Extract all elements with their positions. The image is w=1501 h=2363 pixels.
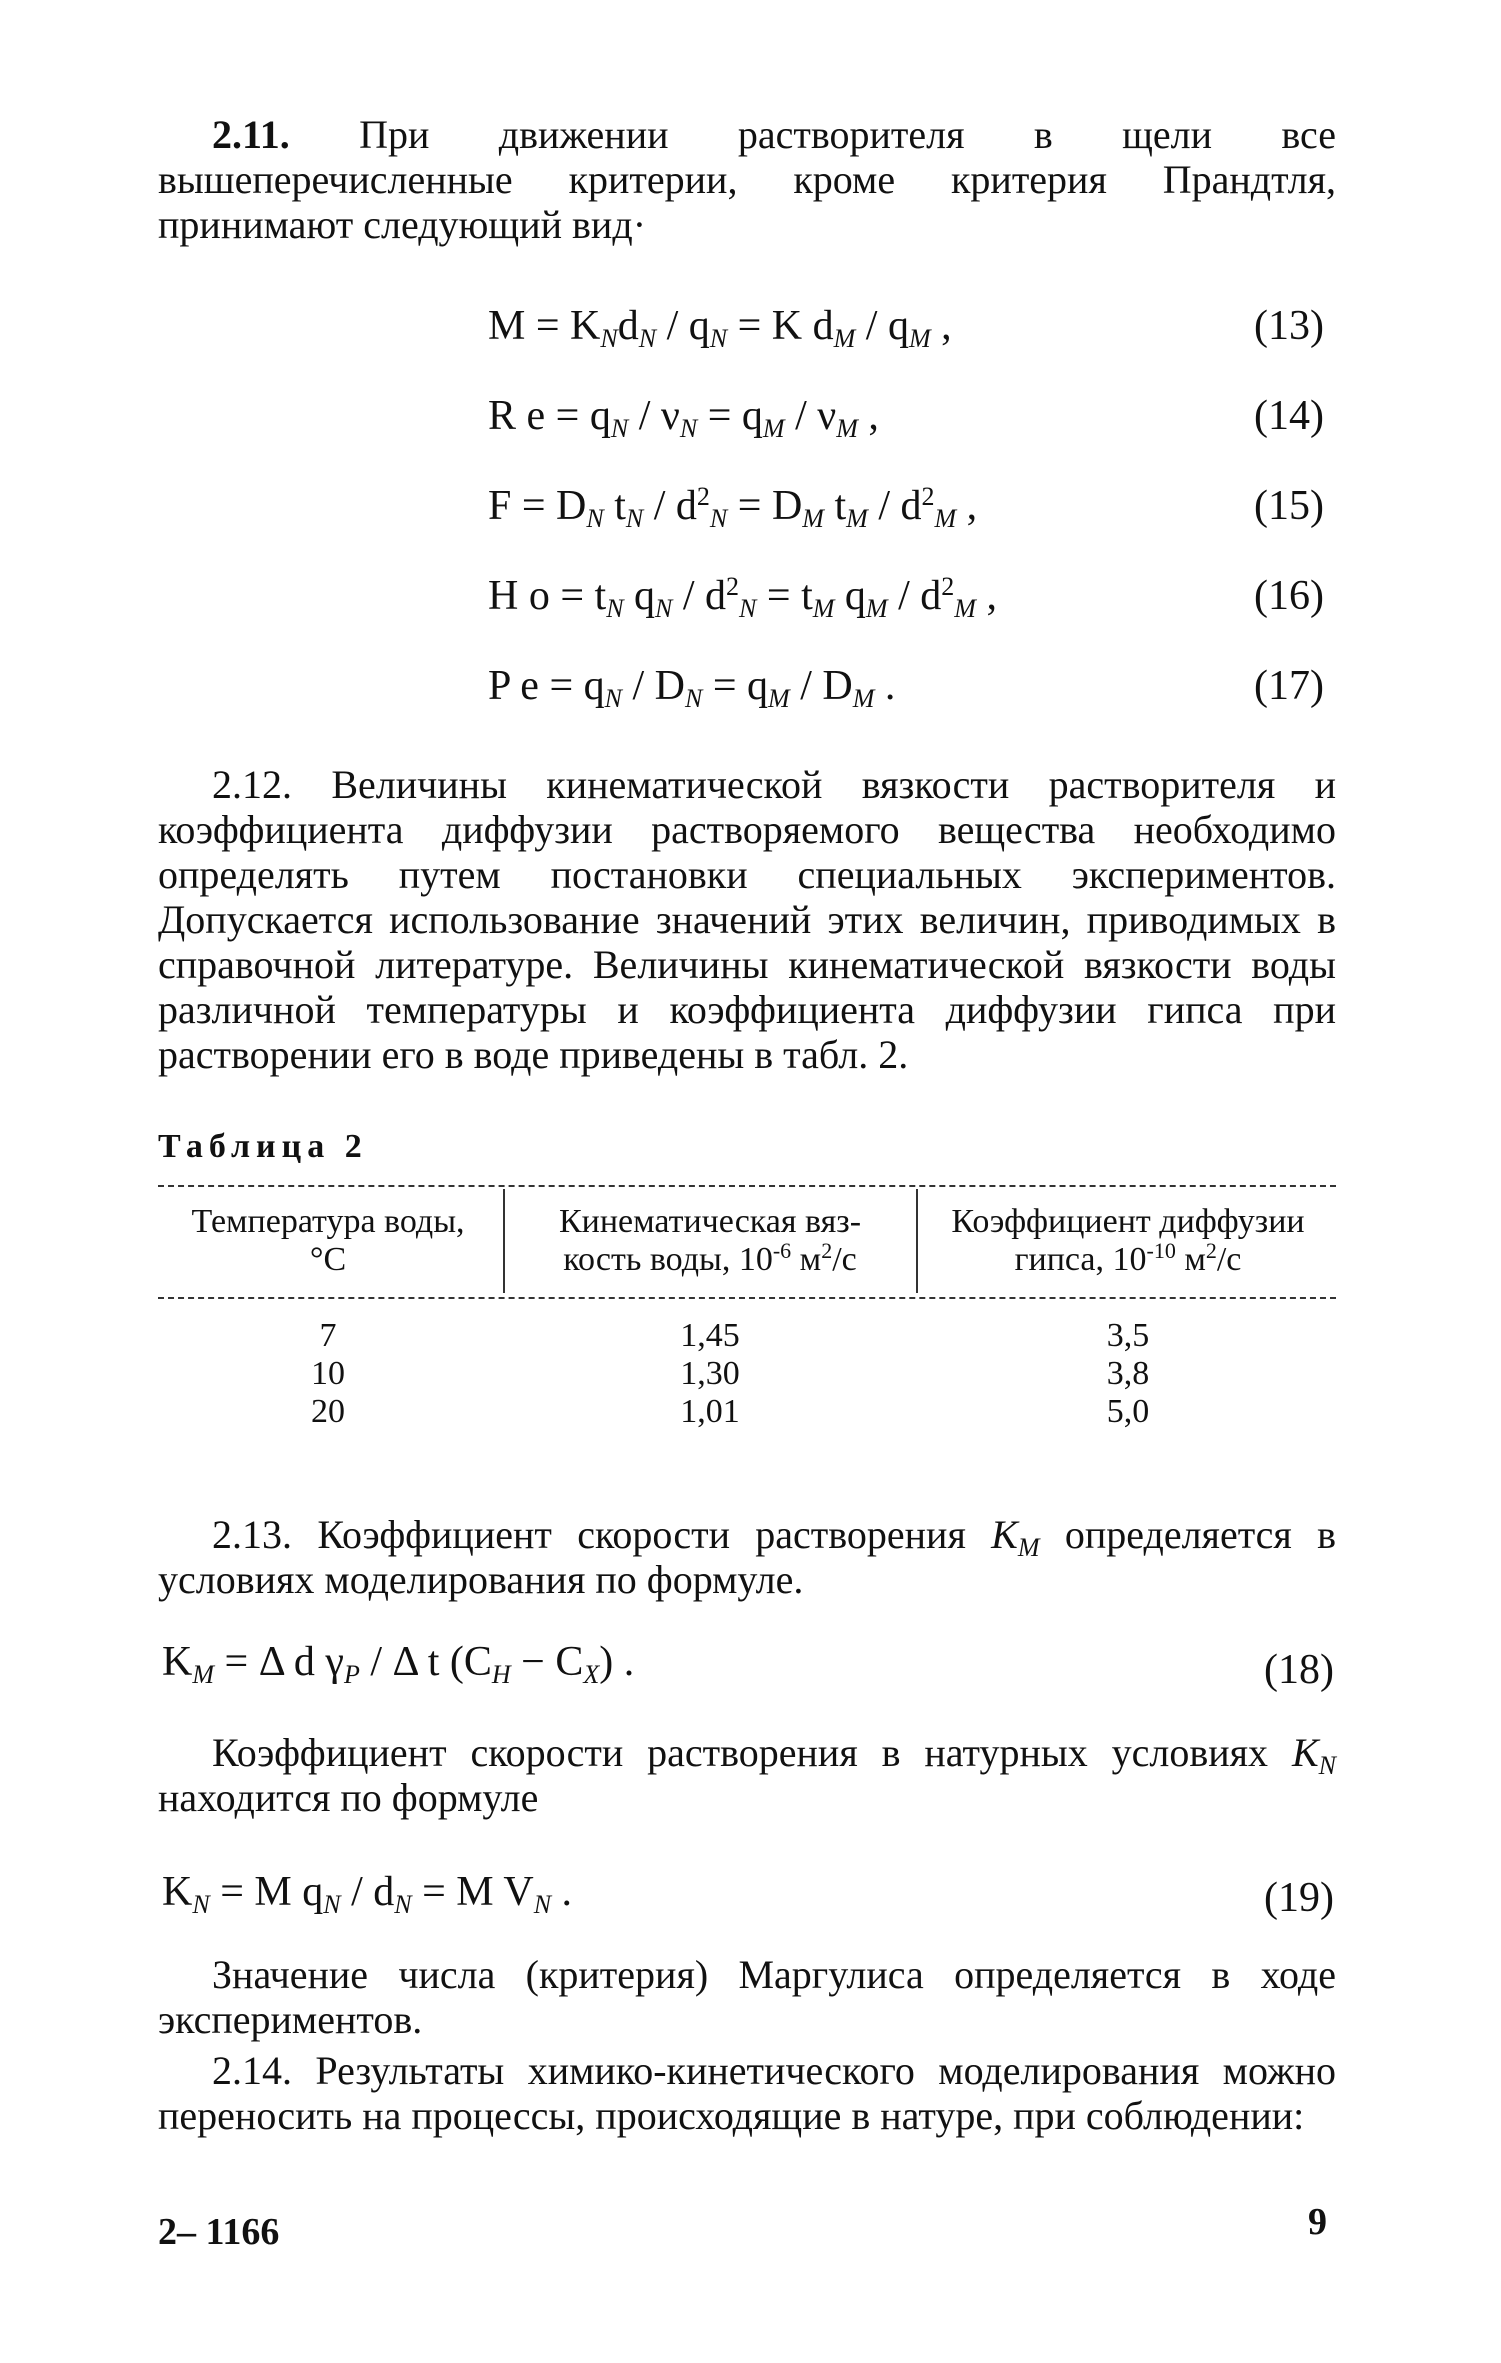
paragraph-2-13 — [158, 1512, 1336, 1602]
equation-number: (15) — [1254, 483, 1324, 529]
equation-number: (18) — [1264, 1647, 1334, 1693]
equation-13: $M = K_Nd_N / q_N = K$ $d_M / q_M$ , — [488, 303, 952, 353]
equation-number: (13) — [1254, 303, 1324, 349]
paragraph-text: Значение числа (критерия) Маргулиса определяется в ходе экспериментов. — [158, 1952, 1336, 2042]
paragraph-2-14 — [158, 2048, 1336, 2138]
table-cell-diffusion: 5,0 — [1106, 1393, 1150, 1430]
table-header-diffusion: Коэффициент диффузии гипса, $10^{-10}$ $м^2/с$ — [951, 1203, 1305, 1278]
equation-number: (14) — [1254, 393, 1324, 439]
paragraph-2-12 — [158, 762, 1336, 1077]
equation-number: (16) — [1254, 573, 1324, 619]
table-header-viscosity: Кинематическая вяз- кость воды, $10^{-6}$ $м^2/с$ — [558, 1203, 862, 1278]
footer-code: 2– 1166 — [158, 2211, 280, 2253]
table-header-temperature: Температура воды, °C — [191, 1203, 465, 1278]
table-cell-temperature: 20 — [311, 1393, 345, 1430]
section-number: 2.12. — [212, 762, 292, 807]
equation-15: $F = D_N$ $t_N / d^2_N = D_M$ $t_M / d^2_M$ , — [488, 482, 978, 533]
table-cell-viscosity: 1,45 — [680, 1317, 740, 1354]
table-cell-viscosity: 1,01 — [680, 1393, 740, 1430]
table-cell-viscosity: 1,30 — [680, 1355, 740, 1392]
table-column-divider — [916, 1189, 918, 1293]
table-cell-temperature: 10 — [311, 1355, 345, 1392]
table-title: Таблица 2 — [158, 1128, 368, 1165]
section-number: 2.13. — [212, 1512, 292, 1557]
paragraph-text: находится по формуле — [158, 1775, 539, 1820]
page-number: 9 — [1308, 2201, 1327, 2243]
section-number: 2.14. — [212, 2048, 292, 2093]
paragraph-text: Величины кинематической вязкости растворителя и коэффициента диффузии растворяемого вещества необходимо определять путем постановки специальных экспериментов. Допускается использование значений этих величин, приводимых в справочной литературе. Величины кинематической вязкости воды различной температуры и коэффициента диффузии гипса при растворении его в воде приведены в табл. 2. — [158, 762, 1336, 1077]
equation-18: $K_M = \Delta$ d $\gamma_P$ / Δ t $(C_H - C_X)$ . — [162, 1639, 635, 1689]
paragraph-text: определяется в условиях моделирования по формуле. — [158, 1512, 1337, 1602]
equation-number: (17) — [1254, 663, 1324, 709]
table-cell-diffusion: 3,5 — [1106, 1317, 1150, 1354]
equation-17: P $e = q_N / D_N = q_M / D_M$ . — [488, 663, 896, 713]
paragraph-2-11 — [158, 112, 1336, 247]
paragraph-text: При движении растворителя в щели все вышеперечисленные критерии, кроме критерия Прандтля, принимают следующий вид· — [158, 112, 1337, 247]
symbol-km: $K_M$ — [991, 1512, 1040, 1562]
paragraph-margulis — [158, 1952, 1336, 2042]
table-header-rule — [158, 1297, 1336, 1299]
section-number: 2.11. — [212, 112, 290, 157]
paragraph-2-13-natural — [158, 1730, 1336, 1820]
table-top-rule — [158, 1185, 1336, 1187]
table-cell-diffusion: 3,8 — [1106, 1355, 1150, 1392]
symbol-kn: $K_N$ — [1291, 1730, 1336, 1780]
equation-number: (19) — [1264, 1875, 1334, 1921]
table-column-divider — [503, 1189, 505, 1293]
table-cell-temperature: 7 — [319, 1317, 337, 1354]
equation-14: R $e = q_N / \nu_N = q_M / \nu_M$ , — [488, 393, 879, 443]
paragraph-text: Результаты химико-кинетического моделирования можно переносить на процессы, происходящие в натуре, при соблюдении: — [158, 2048, 1336, 2138]
equation-19: $K_N = M$ $q_N / d_N = M$ $V_N$ . — [162, 1869, 573, 1919]
paragraph-text: Коэффициент скорости растворения — [317, 1512, 966, 1557]
paragraph-text: Коэффициент скорости растворения в натурных условиях — [212, 1730, 1269, 1775]
equation-16: H $o = t_N$ $q_N / d^2_N = t_M$ $q_M / d^2_M$ , — [488, 572, 997, 623]
